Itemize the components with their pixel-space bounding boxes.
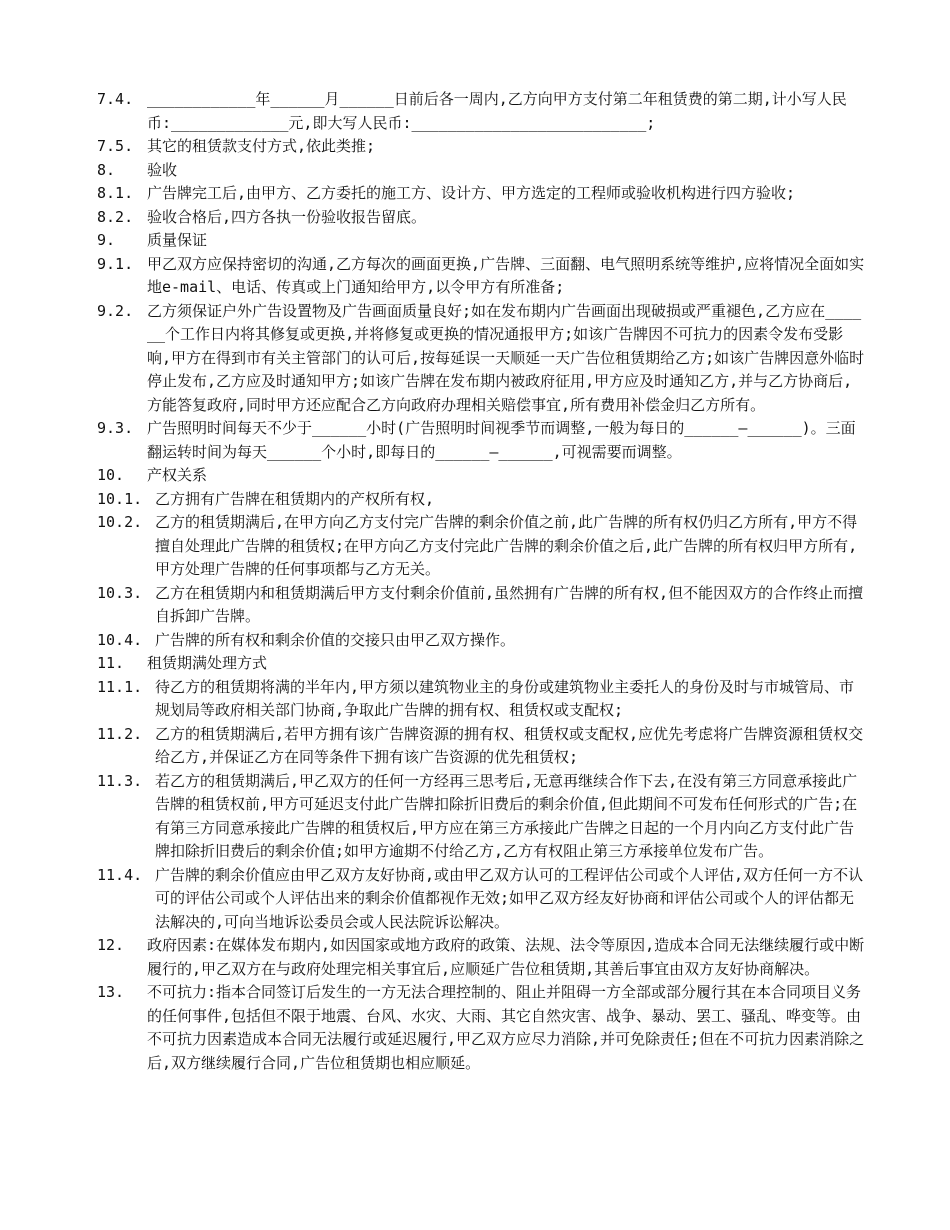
clause-13 [97,981,867,1075]
clause-number: 11.1. [97,677,143,696]
clause-text: 乙方在租赁期内和租赁期满后甲方支付剩余价值前,虽然拥有广告牌的所有权,但不能因双方的合作终止而擅自拆卸广告牌。 [155,583,864,625]
section-11-heading [97,652,867,676]
clause-9-3 [97,417,867,464]
clause-text: ____________年______月______日前后各一周内,乙方向甲方支付第二年租赁费的第二期,计小写人民币:_____________元,即大写人民币:__________________________; [147,90,847,132]
clause-11-4 [97,864,867,935]
clause-number: 10.2. [97,513,143,531]
clause-10-2 [97,511,867,582]
clause-9-1 [97,253,867,300]
clause-number: 9.1. [97,254,134,273]
clause-text: 政府因素:在媒体发布期内,如因国家或地方政府的政策、法规、法令等原因,造成本合同无法继续履行或中断履行的,甲乙双方在与政府处理完相关事宜后,应顺延广告位租赁期,其善后事宜由双方友好协商解决。 [147,936,865,978]
clause-9-2 [97,300,867,418]
section-title: 质量保证 [147,231,208,249]
clause-text: 乙方须保证户外广告设置物及广告画面质量良好;如在发布期内广告画面出现破损或严重褪色,乙方应在______个工作日内将其修复或更换,并将修复或更换的情况通报甲方;如该广告牌因不可抗力的因素令发布受影响,甲方在得到市有关主管部门的认可后,按每延误一天顺延一天广告位租赁期给乙方;如该广告牌因意外临时停止发布,乙方应及时通知甲方;如该广告牌在发布期内被政府征用,甲方应及时通知乙方,并与乙方协商后,方能答复政府,同时甲方还应配合乙方向政府办理相关赔偿事宜,所有费用补偿金归乙方所有。 [147,301,865,414]
clause-10-4 [97,629,867,653]
clause-number: 10.4. [97,630,143,649]
section-number: 11. [97,654,125,672]
section-title: 产权关系 [147,466,208,484]
section-title: 验收 [147,160,178,179]
clause-7-5 [97,135,867,159]
clause-text: 不可抗力:指本合同签订后发生的一方无法合理控制的、阻止并阻碍一方全部或部分履行其在本合同项目义务的任何事件,包括但不限于地震、台风、水灾、大雨、其它自然灾害、战争、暴动、罢工、骚乱、哗变等。由不可抗力因素造成本合同无法履行或延迟履行,甲乙双方应尽力消除,并可免除责任;但在不可抗力因素消除之后,双方继续履行合同,广告位租赁期也相应顺延。 [147,983,865,1072]
clause-10-1 [97,488,867,512]
clause-text: 广告牌的剩余价值应由甲乙双方友好协商,或由甲乙双方认可的工程评估公司或个人评估,双方任何一方不认可的评估公司或个人评估出来的剩余价值都视作无效;如甲乙双方经友好协商和评估公司或个人的评估都无法解决的,可向当地诉讼委员会或人民法院诉讼解决。 [155,865,864,931]
clause-number: 11.4. [97,865,143,884]
clause-number: 7.4. [97,90,134,108]
clause-7-4 [97,88,867,135]
clause-number: 10.3. [97,583,143,602]
clause-number: 11.2. [97,724,143,743]
clause-12 [97,934,867,981]
clause-text: 乙方拥有广告牌在租赁期内的产权所有权, [155,489,435,508]
clause-number: 12. [97,936,125,954]
clause-text: 乙方的租赁期满后,在甲方向乙方支付完广告牌的剩余价值之前,此广告牌的所有权仍归乙方所有,甲方不得擅自处理此广告牌的租赁权;在甲方向乙方支付完此广告牌的剩余价值之后,此广告牌的所有权归甲方所有,甲方处理广告牌的任何事项都与乙方无关。 [155,513,858,578]
section-8-heading [97,159,867,183]
clause-number: 8.1. [97,184,134,202]
clause-text: 待乙方的租赁期将满的半年内,甲方须以建筑物业主的身份或建筑物业主委托人的身份及时与市城管局、市规划局等政府相关部门协商,争取此广告牌的拥有权、租赁权或支配权; [155,677,855,719]
clause-8-2 [97,206,867,230]
clause-11-1 [97,676,867,723]
clause-11-2 [97,723,867,770]
clause-text: 广告牌的所有权和剩余价值的交接只由甲乙双方操作。 [155,630,516,649]
clause-text: 广告照明时间每天不少于______小时(广告照明时间视季节而调整,一般为每日的______—______)。三面翻运转时间为每天______个小时,即每日的______—______,可视需要而调整。 [147,419,856,461]
clause-text: 甲乙双方应保持密切的沟通,乙方每次的画面更换,广告牌、三面翻、电气照明系统等维护,应将情况全面如实地e-mail、电话、传真或上门通知给甲方,以令甲方有所准备; [147,254,865,296]
section-number: 10. [97,466,125,484]
section-number: 9. [97,231,116,249]
clause-8-1 [97,182,867,206]
clause-text: 广告牌完工后,由甲方、乙方委托的施工方、设计方、甲方选定的工程师或验收机构进行四方验收; [147,184,796,202]
clause-number: 9.3. [97,419,134,437]
clause-number: 11.3. [97,771,143,790]
clause-10-3 [97,582,867,629]
clause-number: 13. [97,983,125,1001]
contract-document [97,88,867,1075]
section-title: 租赁期满处理方式 [147,654,268,672]
section-number: 8. [97,160,116,179]
section-9-heading [97,229,867,253]
clause-11-3 [97,770,867,864]
clause-number: 10.1. [97,489,143,508]
clause-number: 8.2. [97,207,134,226]
clause-number: 7.5. [97,137,134,155]
clause-text: 乙方的租赁期满后,若甲方拥有该广告牌资源的拥有权、租赁权或支配权,应优先考虑将广告牌资源租赁权交给乙方,并保证乙方在同等条件下拥有该广告资源的优先租赁权; [155,724,864,766]
clause-text: 其它的租赁款支付方式,依此类推; [147,137,376,155]
clause-text: 若乙方的租赁期满后,甲乙双方的任何一方经再三思考后,无意再继续合作下去,在没有第三方同意承接此广告牌的租赁权前,甲方可延迟支付此广告牌扣除折旧费后的剩余价值,但此期间不可发布任何形式的广告;在有第三方同意承接此广告牌的租赁权后,甲方应在第三方承接此广告牌之日起的一个月内向乙方支付此广告牌扣除折旧费后的剩余价值;如甲方逾期不付给乙方,乙方有权阻止第三方承接单位发布广告。 [155,771,858,860]
clause-number: 9.2. [97,301,134,320]
section-10-heading [97,464,867,488]
clause-text: 验收合格后,四方各执一份验收报告留底。 [147,207,427,226]
